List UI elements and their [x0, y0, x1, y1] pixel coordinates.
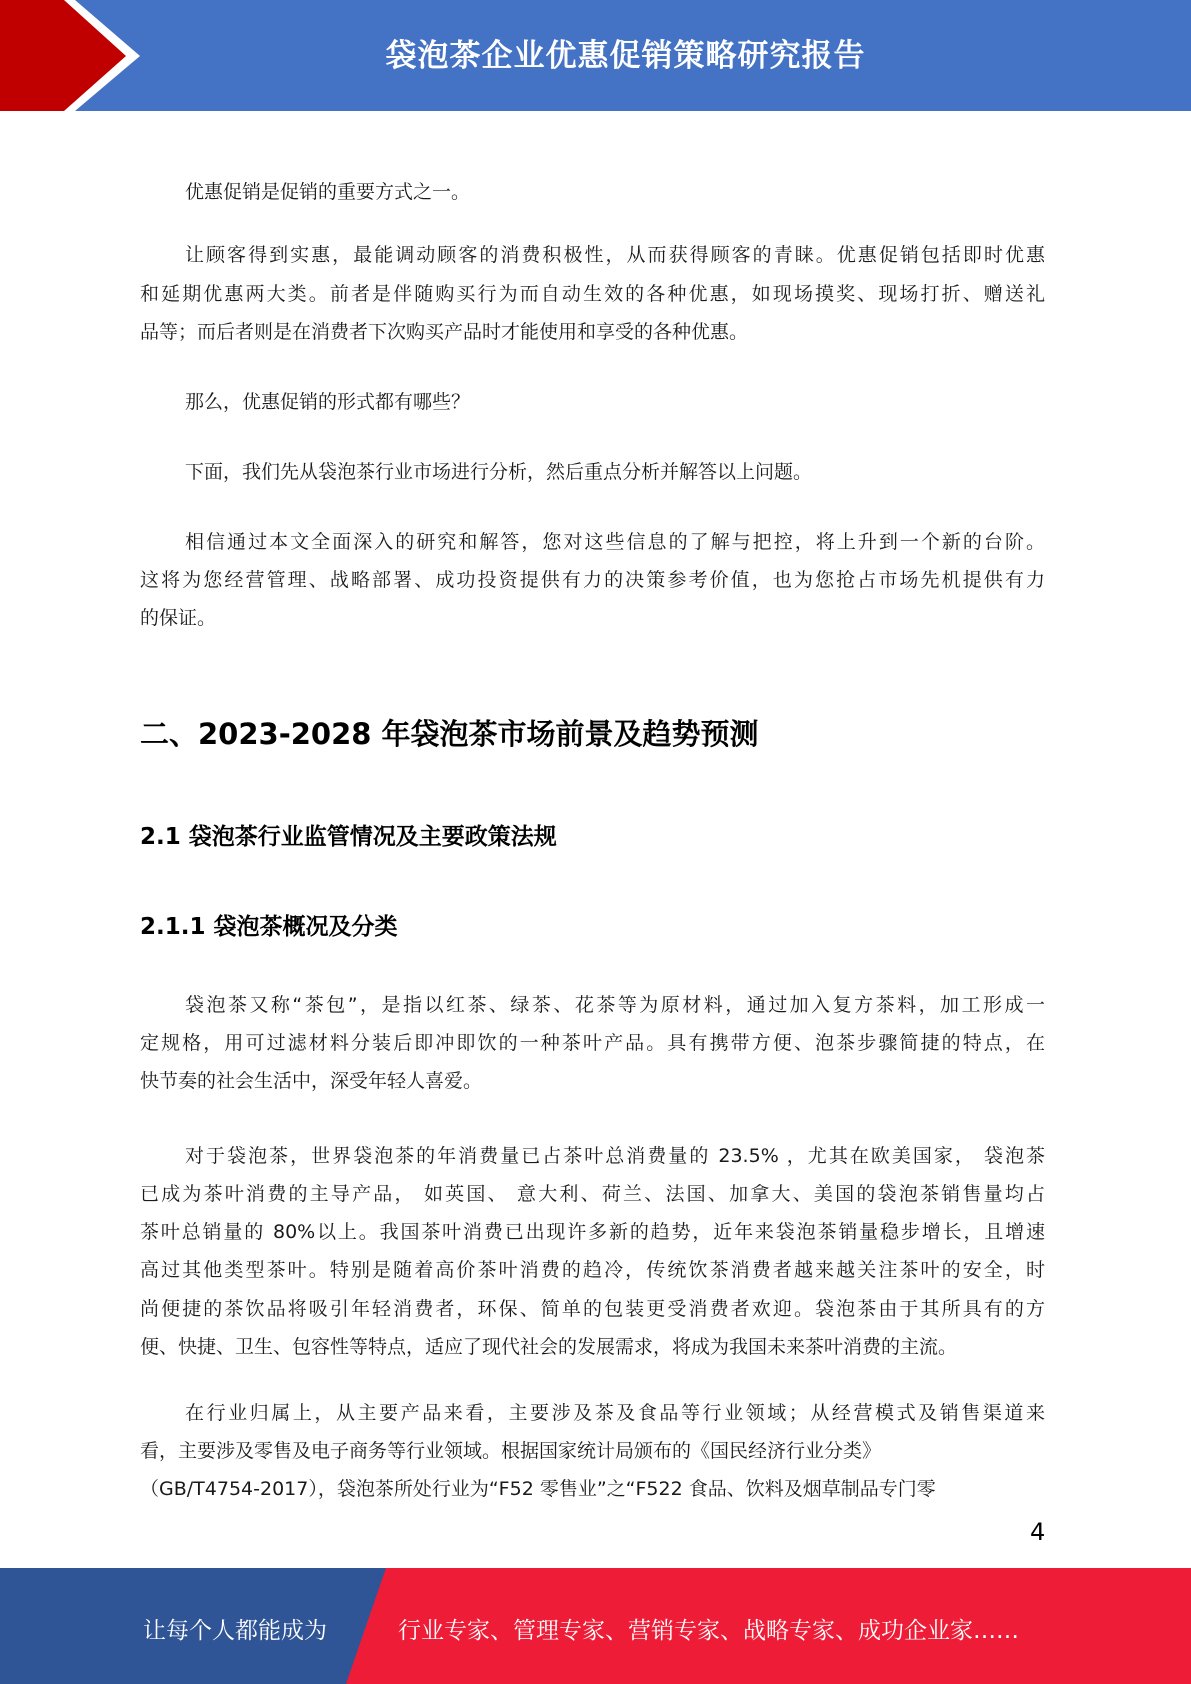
paragraph-line: （GB/T4754-2017），袋泡茶所处行业为“F52 零售业”之“F522 食品、饮料及烟草制品专门零 [140, 1478, 936, 1500]
paragraph-line: 高过其他类型茶叶。特别是随着高价茶叶消费的趋冷，传统饮茶消费者越来越关注茶叶的安全，时 [140, 1259, 1045, 1281]
report-title: 袋泡茶企业优惠促销策略研究报告 [385, 38, 866, 74]
paragraph-line: 优惠促销是促销的重要方式之一。 [185, 181, 471, 203]
paragraph-line: 尚便捷的茶饮品将吸引年轻消费者，环保、简单的包装更受消费者欢迎。袋泡茶由于其所具有的方 [140, 1298, 1045, 1320]
paragraph-line: 让顾客得到实惠，最能调动顾客的消费积极性，从而获得顾客的青睐。优惠促销包括即时优惠 [185, 244, 1045, 266]
paragraph-line: 在行业归属上，从主要产品来看，主要涉及茶及食品等行业领域；从经营模式及销售渠道来 [185, 1402, 1045, 1424]
paragraph-line: 品等；而后者则是在消费者下次购买产品时才能使用和享受的各种优惠。 [140, 321, 749, 343]
paragraph-line: 定规格，用可过滤材料分装后即冲即饮的一种茶叶产品。具有携带方便、泡茶步骤简捷的特点，在 [140, 1032, 1045, 1054]
subsubsection-heading: 2.1.1 袋泡茶概况及分类 [140, 914, 398, 940]
section-heading: 二、2023-2028 年袋泡茶市场前景及趋势预测 [140, 717, 759, 751]
page-header [0, 0, 1191, 111]
paragraph-line: 这将为您经营管理、战略部署、成功投资提供有力的决策参考价值，也为您抢占市场先机提供有力 [140, 569, 1045, 591]
paragraph-line: 看，主要涉及零售及电子商务等行业领域。根据国家统计局颁布的《国民经济行业分类》 [140, 1440, 882, 1462]
footer-slogan-left: 让每个人都能成为 [143, 1618, 327, 1644]
paragraph-line: 已成为茶叶消费的主导产品， 如英国、 意大利、荷兰、法国、加拿大、美国的袋泡茶销售量均占 [140, 1183, 1045, 1205]
page-number: 4 [1030, 1518, 1046, 1546]
paragraph-line: 那么，优惠促销的形式都有哪些？ [185, 391, 471, 413]
paragraph-line: 袋泡茶又称“茶包”，是指以红茶、绿茶、花茶等为原材料，通过加入复方茶料，加工形成一 [185, 994, 1045, 1016]
paragraph-line: 便、快捷、卫生、包容性等特点，适应了现代社会的发展需求，将成为我国未来茶叶消费的主流。 [140, 1336, 958, 1358]
paragraph-line: 相信通过本文全面深入的研究和解答，您对这些信息的了解与把控，将上升到一个新的台阶。 [185, 531, 1045, 553]
paragraph-line: 和延期优惠两大类。前者是伴随购买行为而自动生效的各种优惠，如现场摸奖、现场打折、赠送礼 [140, 283, 1045, 305]
paragraph-line: 快节奏的社会生活中，深受年轻人喜爱。 [140, 1070, 483, 1092]
paragraph-line: 的保证。 [140, 607, 217, 629]
page-footer [0, 1568, 1191, 1684]
subsection-heading: 2.1 袋泡茶行业监管情况及主要政策法规 [140, 824, 557, 850]
footer-slogan-right: 行业专家、管理专家、营销专家、战略专家、成功企业家…… [398, 1618, 1019, 1644]
paragraph-line: 茶叶总销量的 80%以上。我国茶叶消费已出现许多新的趋势，近年来袋泡茶销量稳步增长，且增速 [140, 1221, 1045, 1243]
paragraph-line: 下面，我们先从袋泡茶行业市场进行分析，然后重点分析并解答以上问题。 [185, 461, 813, 483]
paragraph-line: 对于袋泡茶，世界袋泡茶的年消费量已占茶叶总消费量的 23.5% ，尤其在欧美国家， 袋泡茶 [185, 1145, 1045, 1167]
